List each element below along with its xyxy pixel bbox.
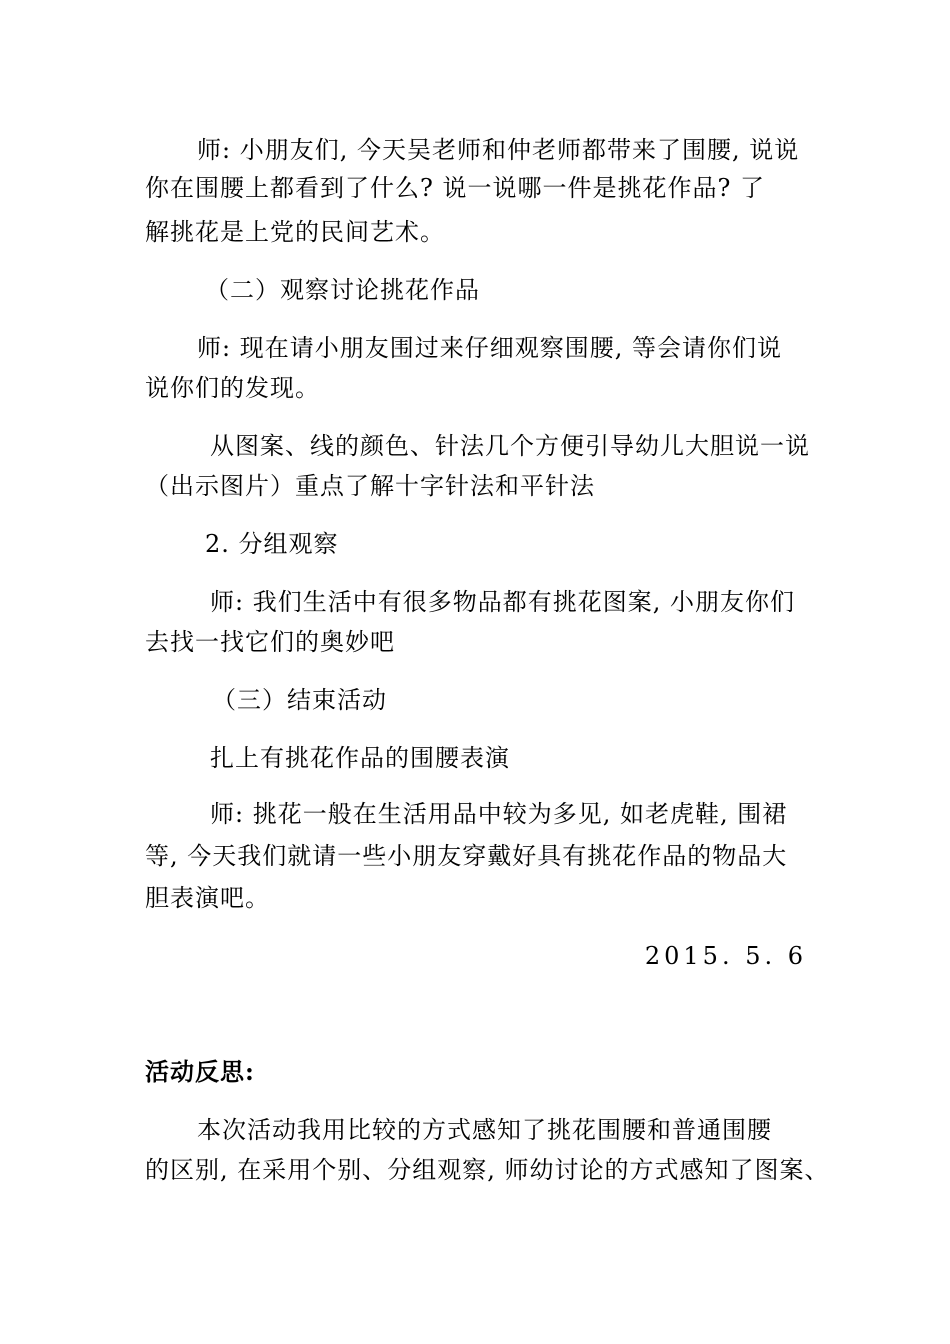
paragraph-line: 师: 现在请小朋友围过来仔细观察围腰, 等会请你们说 [197, 334, 782, 362]
reflection-heading: 活动反思: [145, 1057, 255, 1086]
paragraph-line: 从图案、线的颜色、针法几个方便引导幼儿大胆说一说 [210, 432, 810, 460]
section-heading: 2. 分组观察 [205, 530, 339, 558]
paragraph-line: 师: 挑花一般在生活用品中较为多见, 如老虎鞋, 围裙 [210, 800, 788, 828]
paragraph-line: 师: 我们生活中有很多物品都有挑花图案, 小朋友你们 [210, 588, 795, 616]
paragraph-line: 解挑花是上党的民间艺术。 [145, 218, 445, 246]
paragraph-line: 你在围腰上都看到了什么? 说一说哪一件是挑花作品? 了 [145, 174, 765, 202]
section-heading: （三）结束活动 [212, 686, 387, 714]
paragraph-line: （出示图片）重点了解十字针法和平针法 [145, 472, 595, 500]
paragraph-line: 本次活动我用比较的方式感知了挑花围腰和普通围腰 [197, 1116, 772, 1144]
paragraph-line: 等, 今天我们就请一些小朋友穿戴好具有挑花作品的物品大 [145, 842, 788, 870]
paragraph-line: 说你们的发现。 [145, 374, 320, 402]
document-date: 2015. 5. 6 [644, 942, 807, 970]
paragraph-line: 胆表演吧。 [145, 884, 270, 912]
section-heading: （二）观察讨论挑花作品 [205, 276, 480, 304]
paragraph-line: 师: 小朋友们, 今天吴老师和仲老师都带来了围腰, 说说 [197, 136, 800, 164]
paragraph-line: 去找一找它们的奥妙吧 [145, 628, 395, 656]
paragraph-line: 的区别, 在采用个别、分组观察, 师幼讨论的方式感知了图案、 [145, 1156, 830, 1184]
paragraph-line: 扎上有挑花作品的围腰表演 [210, 744, 510, 772]
